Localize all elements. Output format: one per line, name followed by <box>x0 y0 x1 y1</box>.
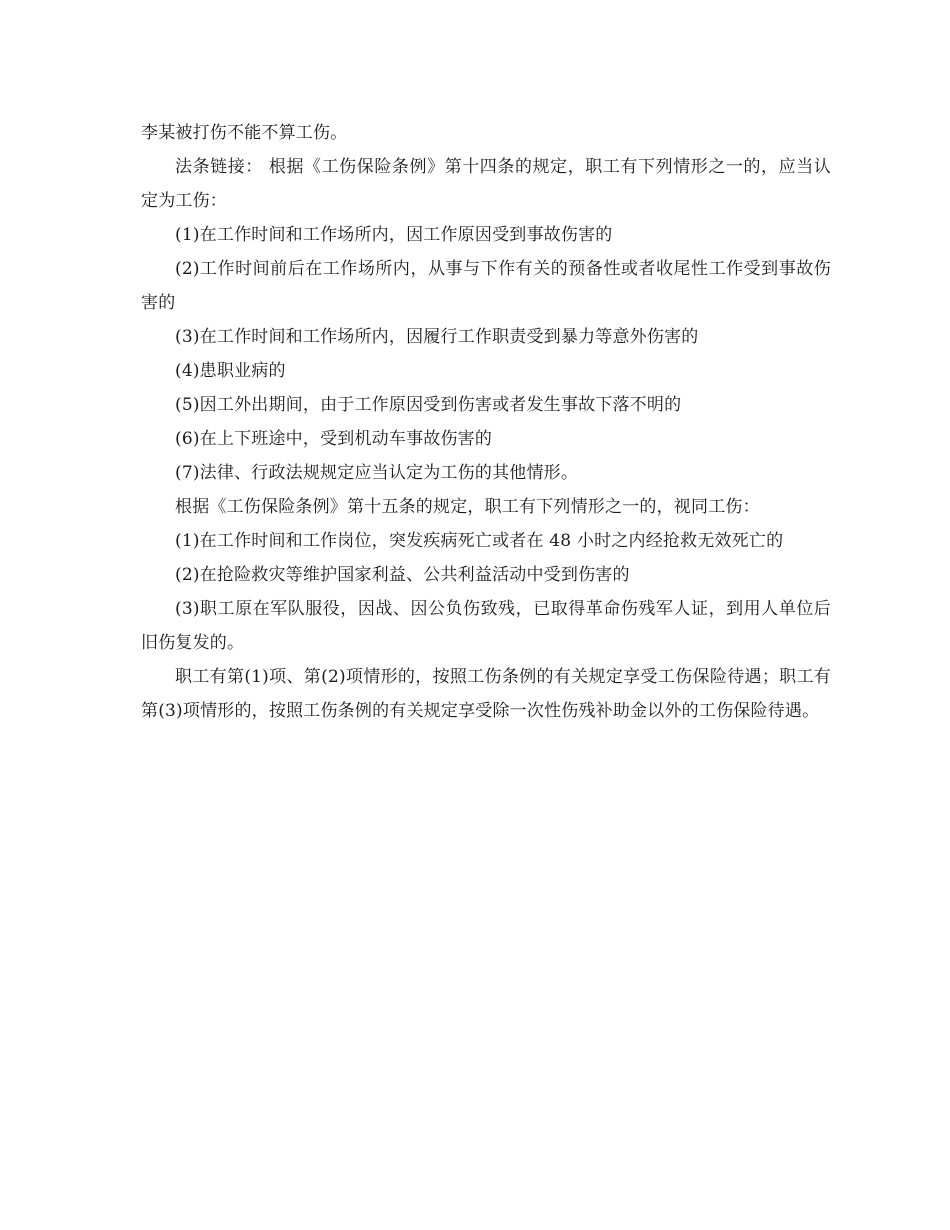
paragraph-benefits: 职工有第(1)项、第(2)项情形的，按照工伤条例的有关规定享受工伤保险待遇；职工有第(3)项情形的，按照工伤条例的有关规定享受除一次性伤残补助金以外的工伤保险待遇。 <box>141 667 831 721</box>
paragraph-law-link: 法条链接： 根据《工伤保险条例》第十四条的规定，职工有下列情形之一的，应当认定为工伤： <box>141 157 831 211</box>
document-body <box>141 116 831 728</box>
paragraph-art15-intro: 根据《工伤保险条例》第十五条的规定，职工有下列情形之一的，视同工伤： <box>175 497 760 517</box>
list-item-art14-4: (4)患职业病的 <box>175 361 286 381</box>
list-item-art14-3: (3)在工作时间和工作场所内，因履行工作职责受到暴力等意外伤害的 <box>175 327 699 347</box>
paragraph-conclusion: 李某被打伤不能不算工伤。 <box>141 123 348 143</box>
list-item-art14-5: (5)因工外出期间，由于工作原因受到伤害或者发生事故下落不明的 <box>175 395 682 415</box>
list-item-art15-3: (3)职工原在军队服役，因战、因公负伤致残，已取得革命伤残军人证，到用人单位后旧伤复发的。 <box>141 599 831 653</box>
list-item-art14-7: (7)法律、行政法规规定应当认定为工伤的其他情形。 <box>175 463 579 483</box>
list-item-art15-1: (1)在工作时间和工作岗位，突发疾病死亡或者在 48 小时之内经抢救无效死亡的 <box>175 531 784 551</box>
list-item-art14-2: (2)工作时间前后在工作场所内，从事与下作有关的预备性或者收尾性工作受到事故伤害的 <box>141 259 831 313</box>
list-item-art14-6: (6)在上下班途中，受到机动车事故伤害的 <box>175 429 493 449</box>
list-item-art14-1: (1)在工作时间和工作场所内，因工作原因受到事故伤害的 <box>175 225 613 245</box>
list-item-art15-2: (2)在抢险救灾等维护国家利益、公共利益活动中受到伤害的 <box>175 565 630 585</box>
